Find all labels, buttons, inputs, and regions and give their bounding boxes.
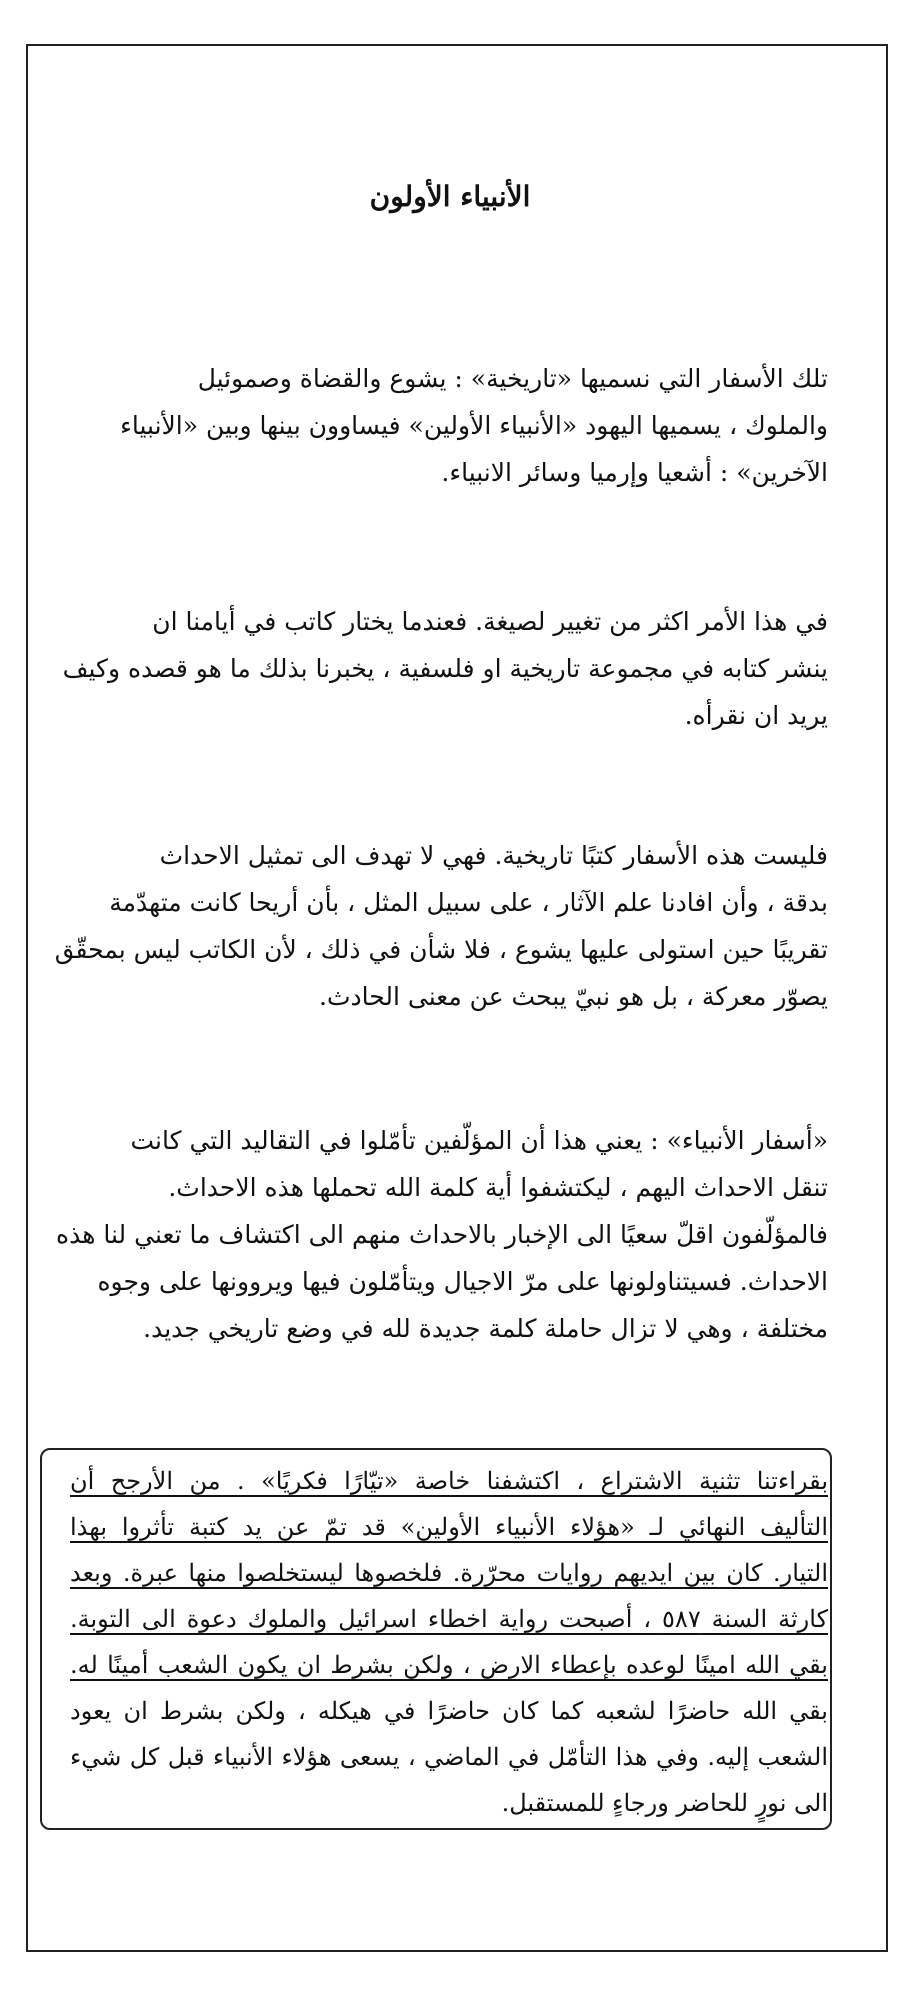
summary-line: الشعب إليه. وفي هذا التأمّل في الماضي ، يسعى هؤلاء الأنبياء قبل كل شيء	[70, 1743, 828, 1771]
text-line: «أسفار الأنبياء» : يعني هذا أن المؤلّفين تأمّلوا في التقاليد التي كانت	[130, 1126, 828, 1155]
paragraph-not-history	[54, 832, 828, 1020]
text-line: الآخرين» : أشعيا وإرميا وسائر الانبياء.	[441, 458, 828, 487]
text-line: تلك الأسفار التي نسميها «تاريخية» : يشوع والقضاة وصموئيل	[197, 364, 828, 393]
summary-line: بقي الله حاضرًا لشعبه كما كان حاضرًا في هيكله ، ولكن بشرط ان يعود	[70, 1697, 828, 1725]
text-line: تنقل الاحداث اليهم ، ليكتشفوا أية كلمة الله تحملها هذه الاحداث.	[168, 1173, 828, 1202]
page-title: الأنبياء الأولون	[369, 180, 531, 213]
summary-line: التيار. كان بين ايديهم روايات محرّرة. فلخصوها ليستخلصوا منها عبرة. وبعد	[70, 1559, 828, 1587]
text-line: يريد ان نقرأه.	[684, 701, 828, 730]
summary-line: الى نورٍ للحاضر ورجاءٍ للمستقبل.	[501, 1789, 828, 1817]
text-line: فليست هذه الأسفار كتبًا تاريخية. فهي لا تهدف الى تمثيل الاحداث	[159, 841, 828, 870]
text-line: يصوّر معركة ، بل هو نبيّ يبحث عن معنى الحادث.	[319, 982, 828, 1011]
text-line: في هذا الأمر اكثر من تغيير لصيغة. فعندما يختار كاتب في أيامنا ان	[152, 607, 828, 636]
text-line: والملوك ، يسميها اليهود «الأنبياء الأولين» فيساوون بينها وبين «الأنبياء	[120, 411, 828, 440]
text-line: ينشر كتابه في مجموعة تاريخية او فلسفية ، يخبرنا بذلك ما هو قصده وكيف	[62, 654, 828, 683]
paragraph-historical-books	[72, 355, 828, 496]
summary-line: بقراءتنا تثنية الاشتراع ، اكتشفنا خاصة «تيّارًا فكريًا» . من الأرجح أن	[70, 1467, 828, 1495]
summary-line: بقي الله امينًا لوعده بإعطاء الارض ، ولكن بشرط ان يكون الشعب أمينًا له.	[70, 1651, 828, 1679]
summary-line: التأليف النهائي لـ «هؤلاء الأنبياء الأولين» قد تمّ عن يد كتبة تأثروا بهذا	[70, 1513, 828, 1541]
summary-line: كارثة السنة ٥٨٧ ، أصبحت رواية اخطاء اسرائيل والملوك دعوة الى التوبة.	[70, 1605, 828, 1633]
text-line: فالمؤلّفون اقلّ سعيًا الى الإخبار بالاحداث منهم الى اكتشاف ما تعني لنا هذه	[56, 1220, 828, 1249]
text-line: مختلفة ، وهي لا تزال حاملة كلمة جديدة لله في وضع تاريخي جديد.	[143, 1314, 828, 1343]
paragraph-renaming	[62, 598, 828, 739]
summary-box-text	[70, 1458, 828, 1826]
text-line: الاحداث. فسيتناولونها على مرّ الاجيال ويتأمّلون فيها ويروونها على وجوه	[97, 1267, 828, 1296]
text-line: بدقة ، وأن افادنا علم الآثار ، على سبيل المثل ، بأن أريحا كانت متهدّمة	[109, 888, 828, 917]
paragraph-prophets-books	[56, 1117, 828, 1352]
text-line: تقريبًا حين استولى عليها يشوع ، فلا شأن في ذلك ، لأن الكاتب ليس بمحقّق	[54, 935, 828, 964]
